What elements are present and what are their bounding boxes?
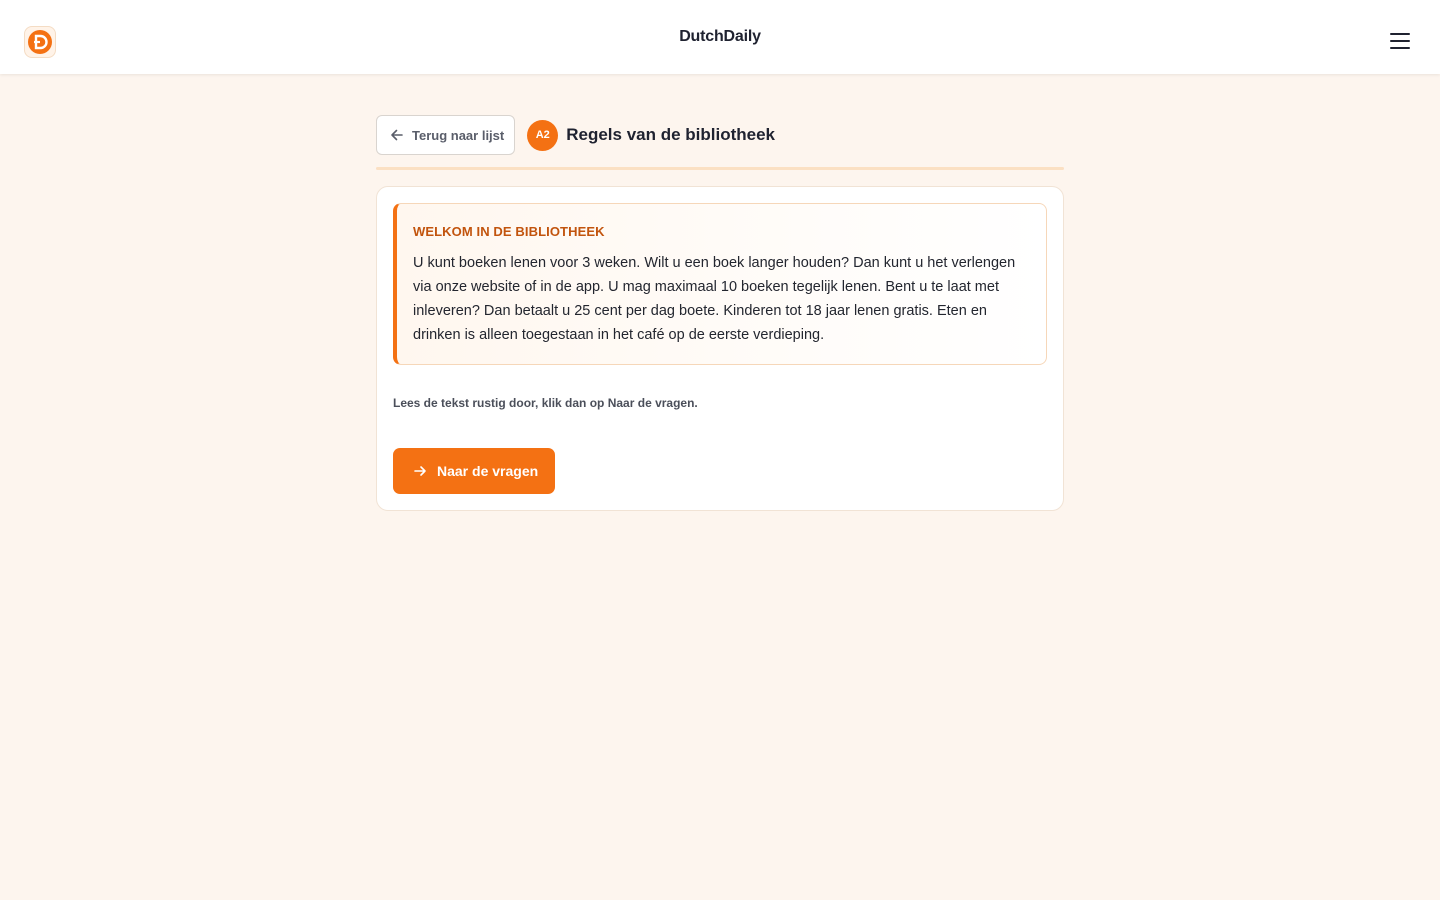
level-badge: A2 <box>527 120 558 151</box>
lesson-title: Regels van de bibliotheek <box>566 125 776 144</box>
arrow-left-icon <box>389 127 405 143</box>
reading-passage <box>393 203 1047 365</box>
menu-line <box>1390 47 1410 49</box>
lesson-header <box>376 115 1064 155</box>
instruction-hint: Lees de tekst rustig door, klik dan op Naar de vragen. <box>393 396 698 410</box>
arrow-right-icon <box>413 464 427 478</box>
lesson-card <box>376 186 1064 511</box>
menu-line <box>1390 33 1410 35</box>
top-navbar <box>0 0 1440 74</box>
reading-heading: WELKOM IN DE BIBLIOTHEEK <box>413 224 605 239</box>
brand-name[interactable]: DutchDaily <box>679 28 761 45</box>
to-questions-label: Naar de vragen <box>437 463 539 479</box>
reading-text: U kunt boeken lenen voor 3 weken. Wilt u een boek langer houden? Dan kunt u het verlengen via onze website of in de app. U mag maximaal 10 boeken tegelijk lenen. Bent u te laat met inleveren? Dan betaalt u 25 cent per dag boete. Kinderen tot 18 jaar lenen gratis. Eten en drinken is alleen toegestaan in het café op de eerste verdieping. <box>413 255 1016 343</box>
menu-line <box>1390 40 1410 42</box>
header-divider <box>376 167 1064 170</box>
lesson-container <box>376 115 1064 511</box>
back-button-label: Terug naar lijst <box>412 127 505 143</box>
to-questions-button[interactable] <box>393 448 555 494</box>
logo-mark <box>27 29 53 55</box>
hamburger-menu-icon[interactable] <box>1390 31 1410 51</box>
back-to-list-button[interactable] <box>376 115 515 155</box>
brand-logo-icon[interactable] <box>24 26 56 58</box>
